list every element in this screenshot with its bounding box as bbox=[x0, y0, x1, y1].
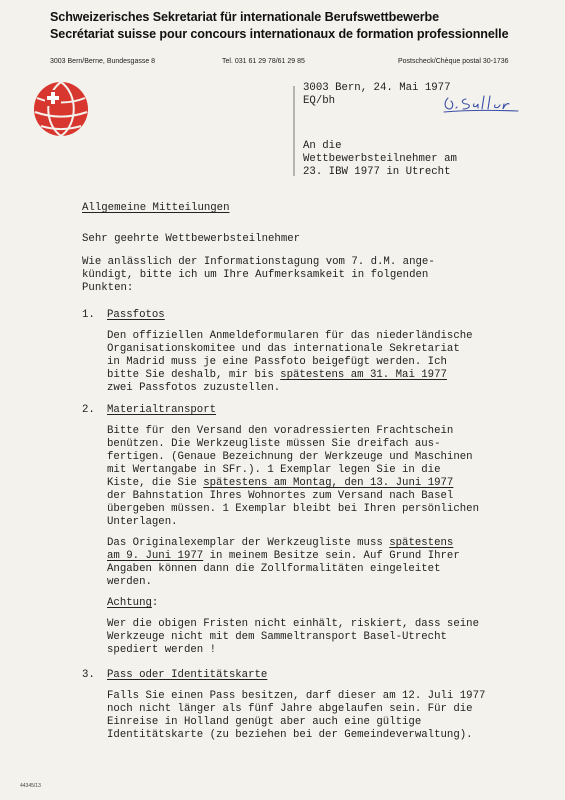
section-1-number: 1. bbox=[82, 309, 95, 321]
section-1-line-2: Organisationskomitee und das internationale Sekretariat bbox=[107, 343, 460, 355]
attention-line-1: Wer die obigen Fristen nicht einhält, riskiert, dass seine bbox=[107, 618, 479, 630]
section-2-p2-line-3: Angaben können dann die Zollformalitäten eingeleitet bbox=[107, 563, 441, 575]
passfoto-deadline: spätestens am 31. Mai 1977 bbox=[280, 369, 447, 381]
section-1-line-5: zwei Passfotos zuzustellen. bbox=[107, 382, 281, 394]
shipping-deadline: spätestens am Montag, den 13. Juni 1977 bbox=[203, 477, 454, 489]
section-1-line-1: Den offiziellen Anmeldeformularen für das niederländische bbox=[107, 330, 473, 342]
section-2-line-7: übergeben müssen. 1 Exemplar bleibt bei Ihren persönlichen bbox=[107, 503, 479, 515]
attention-line-3: spediert werden ! bbox=[107, 644, 217, 656]
intro-line-2: kündigt, bitte ich um Ihre Aufmerksamkeit in folgenden bbox=[82, 269, 429, 281]
letterhead-postcheck: Postscheck/Chèque postal 30-1736 bbox=[398, 58, 509, 65]
section-2-number: 2. bbox=[82, 404, 95, 416]
recipient-line-3: 23. IBW 1977 in Utrecht bbox=[303, 166, 451, 178]
attention-heading bbox=[107, 597, 158, 610]
section-2-heading: Materialtransport bbox=[107, 404, 217, 416]
salutation: Sehr geehrte Wettbewerbsteilnehmer bbox=[82, 233, 301, 245]
form-code: 44345/13 bbox=[20, 783, 41, 789]
date-line: 3003 Bern, 24. Mai 1977 bbox=[303, 82, 451, 94]
section-2-p2-line-1 bbox=[107, 537, 453, 550]
section-2-line-4: mit Wertangabe in SFr.). 1 Exemplar legen Sie in die bbox=[107, 464, 441, 476]
intro-line-1: Wie anlässlich der Informationstagung vom 7. d.M. ange- bbox=[82, 256, 435, 268]
section-2-p2-line-2-text: in meinem Besitze sein. Auf Grund Ihrer bbox=[203, 550, 460, 562]
attention-line-2: Werkzeuge nicht mit dem Sammeltransport Basel-Utrecht bbox=[107, 631, 447, 643]
section-3-line-3: Einreise in Holland genügt aber auch eine gültige bbox=[107, 716, 422, 728]
section-2-line-8: Unterlagen. bbox=[107, 516, 178, 528]
swiss-globe-logo bbox=[32, 80, 90, 138]
section-2-line-2: benützen. Die Werkzeugliste müssen Sie dreifach aus- bbox=[107, 438, 441, 450]
section-2-line-5-text: Kiste, die Sie bbox=[107, 477, 204, 489]
margin-mark bbox=[293, 86, 295, 176]
section-1-line-4 bbox=[107, 369, 447, 382]
recipient-line-1: An die bbox=[303, 140, 342, 152]
handwritten-signature bbox=[440, 92, 522, 114]
letterhead-address: 3003 Bern/Berne, Bundesgasse 8 bbox=[50, 58, 156, 65]
attention-colon: : bbox=[151, 597, 159, 609]
section-2-p2-line-1-text: Das Originalexemplar der Werkzeugliste muss bbox=[107, 537, 390, 549]
section-3-number: 3. bbox=[82, 669, 95, 681]
toollist-deadline-part1: spätestens bbox=[389, 537, 454, 549]
reference-initials: EQ/bh bbox=[303, 95, 336, 107]
recipient-line-2: Wettbewerbsteilnehmer am bbox=[303, 153, 457, 165]
section-1-line-4-text: bitte Sie deshalb, mir bis bbox=[107, 369, 281, 381]
attention-label: Achtung bbox=[107, 597, 152, 609]
section-1-heading: Passfotos bbox=[107, 309, 165, 321]
section-2-line-6: der Bahnstation Ihres Wohnortes zum Versand nach Basel bbox=[107, 490, 454, 502]
subject-heading: Allgemeine Mitteilungen bbox=[82, 202, 230, 214]
section-2-p2-line-4: werden. bbox=[107, 576, 152, 588]
toollist-deadline-part2: am 9. Juni 1977 bbox=[107, 550, 204, 562]
letterhead-name-french: Secrétariat suisse pour concours internationaux de formation professionnelle bbox=[50, 27, 509, 41]
letterhead-phone: Tel. 031 61 29 78/61 29 85 bbox=[222, 58, 305, 65]
section-1-line-3: in Madrid muss je eine Passfoto beigefügt werden. Ich bbox=[107, 356, 447, 368]
section-3-line-2: noch nicht länger als fünf Jahre abgelaufen sein. Für die bbox=[107, 703, 473, 715]
section-2-line-5 bbox=[107, 477, 453, 490]
section-2-line-1: Bitte für den Versand den voradressierten Frachtschein bbox=[107, 425, 454, 437]
section-2-p2-line-2 bbox=[107, 550, 460, 563]
section-3-line-4: Identitätskarte (zu beziehen bei der Gemeindeverwaltung). bbox=[107, 729, 473, 741]
section-3-heading: Pass oder Identitätskarte bbox=[107, 669, 268, 681]
section-2-line-3: fertigen. (Genaue Bezeichnung der Werkzeuge und Maschinen bbox=[107, 451, 473, 463]
letterhead-name-german: Schweizerisches Sekretariat für internationale Berufswettbewerbe bbox=[50, 10, 440, 24]
intro-line-3: Punkten: bbox=[82, 282, 134, 294]
section-3-line-1: Falls Sie einen Pass besitzen, darf dieser am 12. Juli 1977 bbox=[107, 690, 486, 702]
